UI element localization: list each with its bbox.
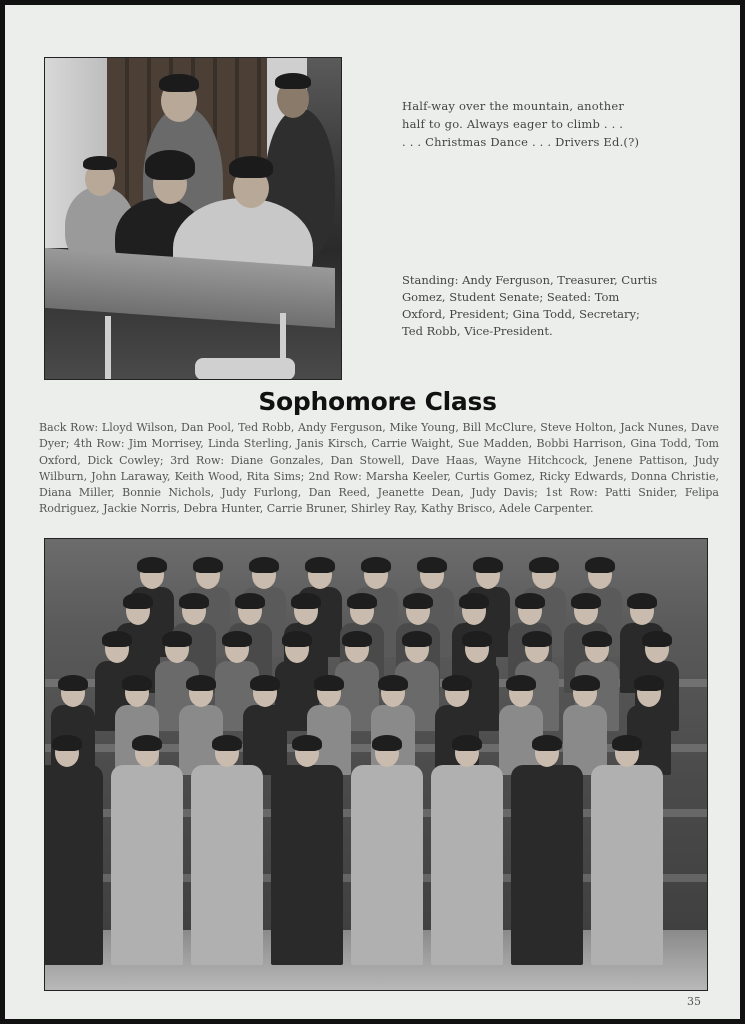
officers-photo: [44, 57, 342, 380]
caption-line: Standing: Andy Ferguson, Treasurer, Curtis: [402, 273, 658, 287]
caption-line: Ted Robb, Vice-President.: [402, 324, 553, 338]
caption-line: Half-way over the mountain, another: [402, 99, 625, 113]
caption-line: half to go. Always eager to climb . . .: [402, 117, 624, 131]
caption-line: . . . Christmas Dance . . . Drivers Ed.(?): [402, 135, 640, 149]
class-roster: Back Row: Lloyd Wilson, Dan Pool, Ted Robb, Andy Ferguson, Mike Young, Bill McClure, Steve Holton, Jack Nunes, Dave Dyer; 4th Row: Jim Morrisey, Linda Sterling, Janis Kirsch, Carrie Waight, Sue Madden, Bobbi Harrison, Gina Todd, Tom Oxford, Dick Cowley; 3rd Row: Diane Gonzales, Dan Stowell, Dave Haas, Wayne Hitchcock, Jenene Pattison, Judy Wilburn, John Laraway, Keith Wood, Rita Sims; 2nd Row: Marsha Keeler, Curtis Gomez, Ricky Edwards, Donna Christie, Diana Miller, Bonnie Nichols, Judy Furlong, Dan Reed, Jeanette Dean, Judy Davis; 1st Row: Patti Snider, Felipa Rodriguez, Jackie Norris, Debra Hunter, Carrie Bruner, Shirley Ray, Kathy Brisco, Adele Carpenter.: [39, 421, 719, 516]
yearbook-page: [10, 10, 735, 1014]
page-number: 35: [687, 995, 701, 1008]
officers-caption: [402, 272, 672, 340]
caption-line: Gomez, Student Senate; Seated: Tom: [402, 290, 620, 304]
caption-line: Oxford, President; Gina Todd, Secretary;: [402, 307, 640, 321]
class-group-photo: [44, 538, 708, 991]
section-title: Sophomore Class: [258, 387, 497, 416]
photo-caption: [402, 97, 662, 151]
